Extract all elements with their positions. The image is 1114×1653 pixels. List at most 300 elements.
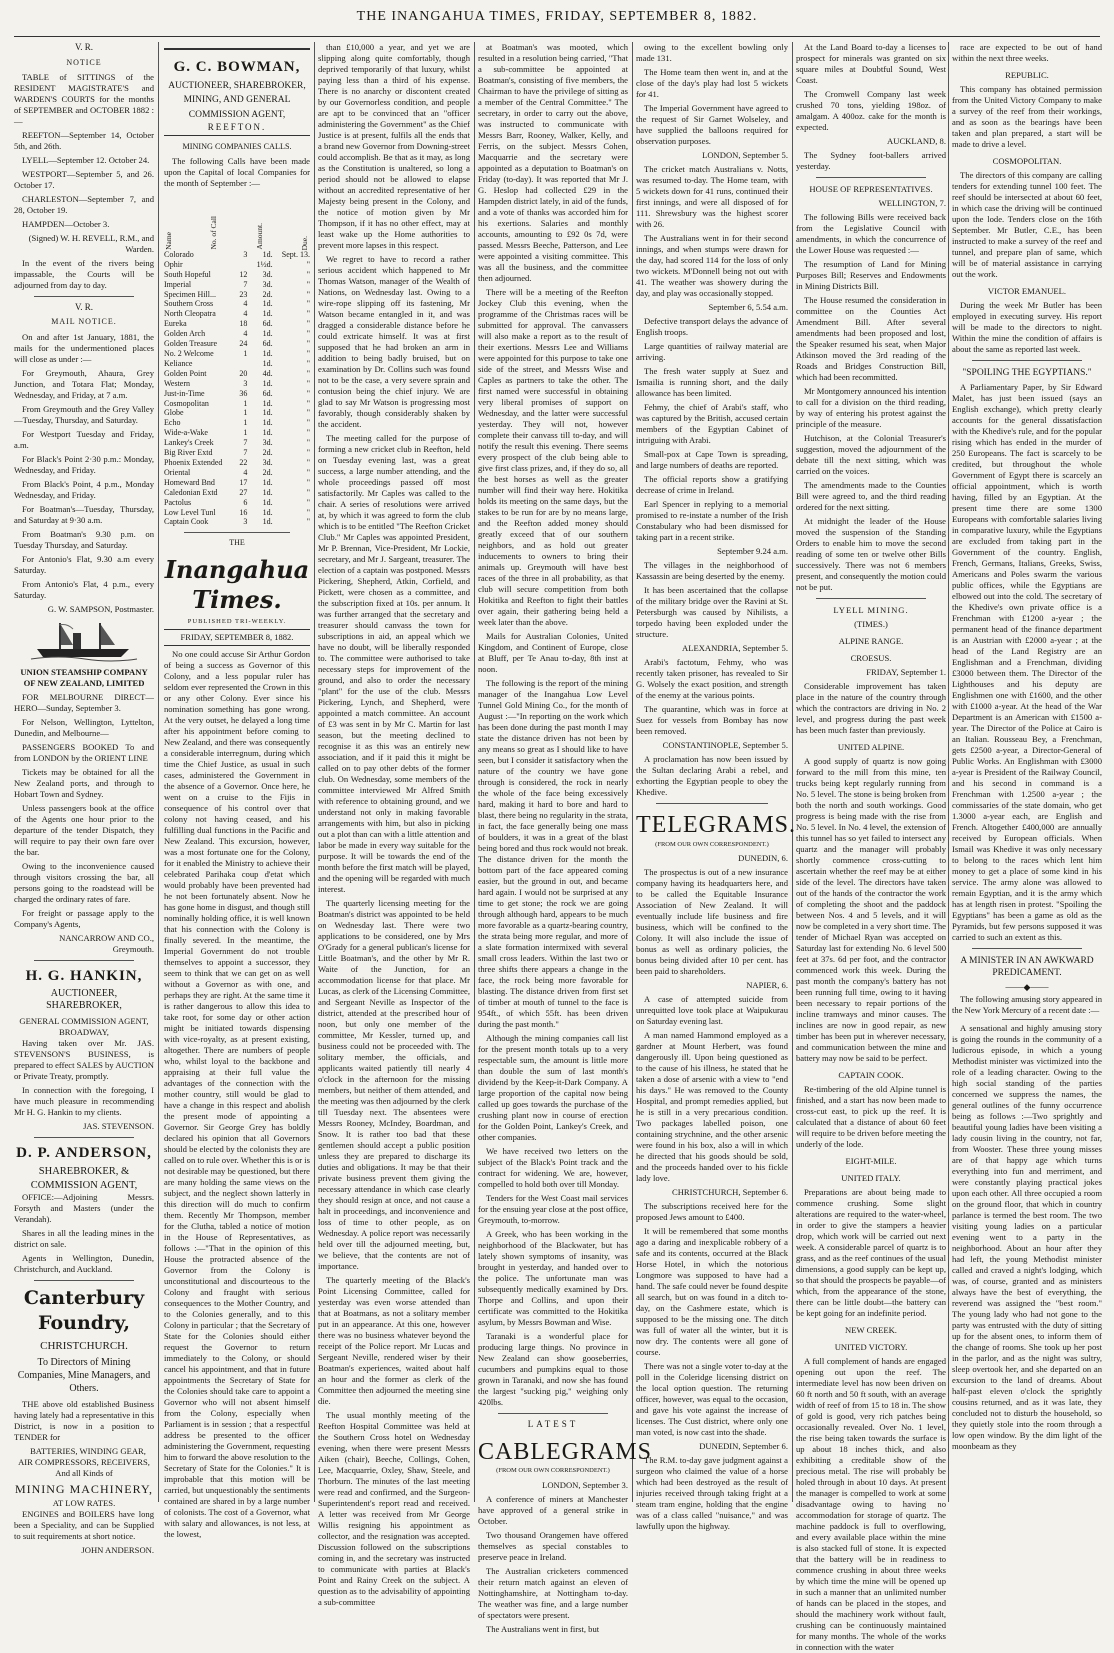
captain-cook-heading: CAPTAIN COOK. [838, 1070, 904, 1080]
mail-paragraph: On and after 1st January, 1881, the mails for the undermentioned places will close as under :— [14, 331, 154, 364]
calls-cell: 4d. [262, 368, 273, 378]
sittings-list [14, 130, 154, 230]
house-paragraph: The House resumed the consideration in committee on the Counties Act Amendment Bill. After several amendments had been proposed and lost, the Speaker resumed his seat, when Major Atkinson moved the 3rd reading of the Roads and Bridges Construction Bill, which had been recommitted. [796, 295, 946, 382]
cable-paragraph: Large quantities of railway material are arriving. [636, 341, 788, 362]
hankin-heading: H. G. HANKIN, [25, 967, 143, 984]
calls-cell: Eureka [164, 319, 187, 329]
calls-cell: Echo [164, 418, 181, 428]
victor-emanuel-body: During the week Mr Butler has been employed in executing survey. His report will be made to the directors to night. Within the mine the condition of affairs is about the same as reported last week. [952, 300, 1102, 354]
captain-cook-body: Re-timbering of the old Alpine tunnel is finished, and a start has now been made to cross-cut east, to pick up the reef. It is calculated that a distance of about 60 feet will require to be driven before meeting the underly of the lode. [796, 1084, 946, 1149]
united-alpine-heading: UNITED ALPINE. [837, 742, 905, 752]
calls-cell: 27 [239, 487, 248, 497]
usc-paragraph: Tickets may be obtained for all the New Zealand ports, and through to Hobart Town and Sydney. [14, 766, 154, 799]
calls-row [164, 309, 310, 319]
bowman-town: REEFTON. [207, 121, 267, 132]
calls-cell: Wide-a-Wake [164, 428, 208, 438]
cable-paragraph: The Australians went in for their second innings, and when stumps were drawn for the day, had scored 114 for the loss of only two wickets. M'Donnell being not out with 41. The weather was showery during the day, and play was occasionally stopped. [636, 233, 788, 298]
column-rule [948, 42, 949, 1502]
calls-cell: 23 [239, 289, 248, 299]
calls-cell: 1d. [262, 309, 273, 319]
rivers-note: In the event of the rivers being impassable, the Courts will be adjourned from day to day. [14, 257, 154, 290]
cable-paragraph: CONSTANTINOPLE, September 5. [662, 740, 788, 750]
calls-cell: Golden Point [164, 368, 207, 378]
calls-cell: 1d. [262, 507, 273, 517]
calls-row [164, 250, 310, 260]
calls-cell: 7 [243, 438, 248, 448]
calls-cell: 2d. [262, 467, 273, 477]
cable-paragraph: Arabi's factotum, Fehmy, who was recently taken prisoner, has revealed to Sir G. Wolsely the exact position, and strength of the enemy at the various points. [636, 657, 788, 700]
news-paragraph: A Greek, who has been working in the neighborhood of the Blackwater, but has lately shown symptoms of insanity, was brought in yesterday, and handed over to the police. The unfortunate man was subsequently medically examined by Drs. Thorpe and Collins, and upon their certificate was committed to the Hokitika asylum, by Messrs Bowman and Wise. [478, 1229, 628, 1327]
calls-cell: 20 [239, 368, 248, 378]
calls-cell: Captain Cook [164, 517, 209, 527]
calls-column-header: No. of Call [209, 216, 219, 250]
calls-column-header: Name [164, 232, 173, 250]
ornamental-rule: ——◆—— [1005, 982, 1049, 993]
calls-row [164, 458, 310, 468]
divider [184, 532, 290, 533]
calls-cell: " [306, 408, 310, 418]
column-rule [632, 42, 633, 1502]
calls-cell: Sept. 13. [281, 249, 310, 259]
cable-paragraph: September 6, 5.54 a.m. [708, 302, 788, 312]
cable-paragraph: The Imperial Government have agreed to the request of Sir Garnet Wolseley, and have supplied the balloons required for observation purposes. [636, 103, 788, 146]
nameplate-the: THE [229, 538, 245, 548]
calls-cell: 1 [243, 418, 248, 428]
news-paragraph: The meeting called for the purpose of forming a new cricket club in Reefton, held on Tuesday evening last, was a great success, a large number attending, and the whole proceedings passed off most satisfactorily. Mr Caples was called to the chair. A series of resolutions were arrived at, by which it was agreed to form the club which is to be entitled "The Reefton Cricket Club." Mr Caples was appointed President, Mr P. Brennan, Vice-President, Mr Lockie, secretary, and Mr J. Sargeant, treasurer. The election of a captain was postponed. Messrs Pickering, Shepherd, Atkin, Corfield, and Pickett, were chosen as a committee, and the subscription fixed at 10s. per annum. It was further arranged that the secretary and treasurer should canvass the town for subscriptions in aid, an appeal which we have no doubt, will be liberally responded to. The committee were authorised to take necessary steps for improvement of the ground, and also to order the necessary "plant" for the use of the club. Messrs Pickering, Lynch, and Shepherd, were appointed a match committee. An account of £3 was sent in by Mr C. Martin for last season, but the meeting declined to recognise it as this was an entirely new association, and if it paid this it might be called on to pay other debts of the former club. On Wednesday, some members of the committee interviewed Mr Alfred Smith with reference to obtaining ground, and we understand not only in making favorable arrangements with him, but also in picking out a plot than can with a little attention and labor be made in every way suitable for the purpose. It will be towards the end of the month before the first match will be played, and the opening will be regarded with much interest. [318, 433, 470, 894]
calls-cell: Homeward Bnd [164, 477, 215, 487]
calls-row [164, 319, 310, 329]
news-paragraph: Taranaki is a wonderful place for producing large things. No province in New Zealand can show gooseberries, cucumbers and pumpkins equal to those grown in Taranaki, and now she has found the largest "sucking pig," weighing only 420lbs. [478, 1331, 628, 1407]
calls-cell: Golden Treasure [164, 339, 218, 349]
telegram-paragraph: The prospectus is out of a new insurance company having its headquarters here, and to be called the Equitable Insurance Association of New Zealand. It will eventually include life business and fire business, which will be confined to the Colony. It will also include the issue of bonus as well as ordinary policies, the bonus being divided after 10 per cent. has been paid to shareholders. [636, 867, 788, 977]
cablegrams-heading: CABLEGRAMS [478, 1438, 653, 1465]
editorial: No one could accuse Sir Arthur Gordon of being a success as Governor of this Colony, and a less popular ruler has seldom ever represented the Crown in this or any other Colony. Ever since his nomination something has gone wrong. At the very outset, he delayed a long time after his appointment before coming to New Zealand, and there was consequently a considerable interregnum, during which time the Chief Justice, as usual in such cases, administered the Government in the absence of a Governor. Once here, he went on a cruise to the Fijis in consequence of his control over that colony not having ceased, and his fulfilling dual functions in the Pacific and New Zealand. This excursion, however, was a most fortunate one for the Colony, for it enabled the Ministry to achieve their celebrated Parihaka coup d'etat which would probably have been prevented had he not been fortunately absent. Now he has gone home in disgust, and though still nominally holding office, it is well known that his connection with the Colony is finally severed. In the meantime, the Imperial Government do not trouble themselves to appoint a successor, they seem to think that we can get on as well without a Governor as with one, and perhaps they are right. At the same time it is rather dangerous to allow this idea to take root, for some day or other action might be initiated towards dispensing with vice-royalty, as at present existing, altogether. There are numbers of people who, whilst loyal to the backbone and appraising at their full value the advantages of the connection with the mother country, still would be glad to have a change in this respect and abolish the present mode of appointing a Governor. Sir George Grey has boldly declared his opinion that all Governors should be elected by the colonists they are called on to rule over. Whether this is or is not desirable may be questioned, but there are many holding the same views on the subject, and the neglect shown latterly in this direction will do much to confirm them. Recently Mr Thompson, member for the Clutha, tabled a notice of motion in the House of Representatives, as follows :—"That in the opinion of this House the protracted absence of the Governor from the Colony is unconstitutional and discourteous to the Colony and fraught with serious consequences to the Mother Country, and to the Colonies generally, and to this Colony in particular ; that the Secretary of State for the Colonies should either request the Governor to return immediately to the Colony, or should cancel his appointment, and that in future appointments the Secretary of State for the Colonies should take care to appoint a Governor who will not absent himself from the Colony, especially when Parliament is in session ; that a respectful address be presented to the officer administering the Government, requesting him to forward the above resolution to the Secretary of State for the Colonies." It is improbable that this motion will be carried, but unquestionably the sentiments contained are shared in by a large number of colonists. The cost of a Governor, what with salary and allowances, is not less, at the lowest, [164, 649, 310, 1540]
alpine-heading: ALPINE RANGE. [838, 636, 904, 646]
calls-cell: 3d. [262, 279, 273, 289]
notice-heading: NOTICE [66, 57, 102, 67]
calls-cell: 2d. [262, 448, 273, 458]
calls-cell: Colorado [164, 249, 194, 259]
calls-row [164, 359, 310, 369]
calls-cell: 1d. [262, 487, 273, 497]
calls-cell: 4 [243, 329, 248, 339]
cable-paragraph: ALEXANDRIA, September 5. [682, 643, 788, 653]
cable-paragraph: The Australians went in first, but [486, 1623, 600, 1634]
telegram-paragraph: The subscriptions received here for the proposed Jews amount to £400. [636, 1201, 788, 1223]
united-victory-heading: UNITED VICTORY. [834, 1342, 908, 1352]
calls-cell: Imperial [164, 279, 192, 289]
column-7-intro: race are expected to be out of hand within the next three weeks. [952, 42, 1102, 63]
calls-cell: " [306, 319, 310, 329]
hankin-body: Having taken over Mr. JAS. STEVENSON'S BUSINESS, is prepared to effect SALES by AUCTION or Private Treaty, promptly. [14, 1038, 154, 1082]
calls-row [164, 399, 310, 409]
cosmopolitan-heading: COSMOPOLITAN. [992, 156, 1062, 166]
calls-cell: 1½d. [256, 259, 273, 269]
calls-cell: " [306, 368, 310, 378]
divider [34, 296, 134, 297]
telegram-paragraph: DUNEDIN, 6. [738, 853, 788, 864]
calls-cell: " [306, 339, 310, 349]
calls-cell: 4 [243, 299, 248, 309]
calls-cell: No. 2 Welcome [164, 349, 214, 359]
foundry-engines: ENGINES and BOILERS have long been a Speciality, and can be Supplied to suit requirements at short notice. [14, 1508, 154, 1541]
mail-paragraph: For Boatman's—Tuesday, Thursday, and Saturday at 9·30 a.m. [14, 503, 154, 525]
house-paragraph: At midnight the leader of the House moved the suspension of the Standing Orders to enable him to move the second reading of some ten or twelve other Bills successively. There was not 6 members present, and consequently the motion could not be put. [796, 516, 946, 592]
spoiling-body: A Parliamentary Paper, by Sir Edward Malet, has just been issued (says an English exchange), which pretty clearly accounts for the general dissatisfaction with the Khedive's rule, and for the popular rising which has ended in the murder of 250 Europeans. The fact is scarcely to be credited, but throughout the whole Government of Egypt there is scarcely an official appointment, which is worth having, filled by an Egyptian. At the present time there are some 1300 Europeans with comfortable salaries living in comparative luxury, while the Egyptians are excluded from taking part in the Government of the country. English, French, Germans, Italians, Greeks, Swiss, Americans and Poles swarm the various public offices, while the Egyptians are elbowed out into the cold. The secretary of the Khedive's own private office is a Frenchman with £1200 a-year ; the permanent head of the finance department is an Austrian with £2000 a-year ; at the head of the Land Registry are an Englishman and a Frenchman, dividing £3000 between them. The Director of the Lighthouses and his deputy are Englishmen one with £1600, and the other with £1000 a-year. At the head of the War Department is an American with £1500 a-year. The Director of the Police at Cairo is an Italian. Rousseau Bey, a Frenchman, gets £2500 a-year, a Director-General of Public Works. An Englishman with £3000 a-year is President of the Railway Council, and his second in command is a Frenchman with 1.2500 a-year ; the commissaries of the state domain, who get 1.3000 a-year each, are English and French. Altogether £400,000 are annually received by European officials. When Ismail was Khedive it was only necessary to belong to the races which lent him money to get a place of some kind in his service. The army alone was allowed to remain Egyptian, and it is the army which has at length risen in protest. "Spoiling the Egyptians" has been a game as old as the Pyramids, but few persons supposed it was carried to such an extent as this. [952, 382, 1102, 943]
mail-paragraph: From Antonio's Flat, 4 p.m., every Saturday. [14, 578, 154, 600]
cable-paragraph: owing to the excellent bowling only made 131. [636, 42, 788, 63]
calls-cell: " [306, 457, 310, 467]
anderson-shares: Shares in all the leading mines in the district on sale. [14, 1228, 154, 1250]
calls-cell: Southern Cross [164, 299, 214, 309]
united-victory-body: A full complement of hands are engaged opening out upon the reef. The intermediate level has now been driven on 60 ft north and 50 ft south, with an average width of reef of from 15 to 18 in. The show of gold is good, very rich patches being occasionally revealed. Over No. 1 level, the rise being taken towards the surface is up about 18 inches thick, and also exhibiting a creditable show of the precious metal. The rise will probably be holed through in about 10 days. At present the manager is compelled to work at some disadvantage owing to having no accommodation for storage of quartz. The machine paddock is full to overflowing, and every available place within the mine is also stacked full of stone. It is expected that the battery will be in readiness to commence crushing in about three weeks by which time the mine will be opened up in such a manner that an unlimited number of hands can be placed in the stopes, and should the machinery work without fault, crushing can be continuously maintained for many months. The whole of the works in connection with the water [796, 1356, 946, 1652]
telegram-paragraph: It will be remembered that some months ago a daring and inexplicable robbery of a safe and its contents, occurred at the Black Horse Hotel, in which the notorious Longmore was supposed to have had a hand. The safe could never be found despite all search, but on was found in a ditch to-day, on the Cashmere estate, which is supposed to be the missing one. The ditch was full of water all the winter, but it is now dry. The contents were all gone of course. [636, 1226, 788, 1358]
mail-signature: G. W. SAMPSON, Postmaster. [47, 603, 154, 614]
published-line: PUBLISHED TRI-WEEKLY. [187, 618, 287, 625]
calls-cell: " [306, 428, 310, 438]
calls-cell: 6d. [262, 319, 273, 329]
calls-row [164, 290, 310, 300]
calls-cell: South Hopeful [164, 269, 211, 279]
calls-cell: 4 [243, 309, 248, 319]
calls-heading: MINING COMPANIES CALLS. [182, 142, 292, 152]
usc-paragraph: Unless passengers book at the office of the Agents one hour prior to the departure of the tender Dispatch, they will require to pay their own fare over the bar. [14, 802, 154, 857]
calls-row [164, 498, 310, 508]
calls-cell: 24 [239, 339, 248, 349]
calls-cell: 1d. [262, 398, 273, 408]
calls-cell: " [306, 398, 310, 408]
column-rule [158, 42, 159, 1502]
telegram-paragraph: The Sydney foot-ballers arrived yesterday. [796, 150, 946, 171]
column-4-body [478, 42, 628, 1408]
calls-cell: 7 [243, 448, 248, 458]
calls-cell: 17 [239, 477, 248, 487]
calls-cell: Oriental [164, 467, 191, 477]
united-italy-heading: UNITED ITALY. [841, 1173, 901, 1183]
calls-cell: 6d. [262, 388, 273, 398]
divider [816, 598, 926, 599]
telegrams-subheading: (FROM OUR OWN CORRESPONDENT.) [655, 840, 769, 848]
calls-cell: Pactolus [164, 497, 192, 507]
calls-cell: 1 [243, 349, 248, 359]
news-paragraph: The quarterly meeting of the Black's Point Licensing Committee, called for yesterday was even worse attended than that at Boatmans, as not a solitary member put in an appearance. At this one, however there was no business whatever beyond the receipt of the Police report. Mr Lucas and Sergeant Neville, rendered wiser by their Boatman's experiences, waited about half an hour and the former as clerk of the Committee then adjourned the meeting sine die. [318, 1275, 470, 1406]
calls-cell: Western [164, 378, 191, 388]
calls-cell: " [306, 497, 310, 507]
house-paragraph: The resumption of Land for Mining Purposes Bill; Reserves and Endowments in Mining Districts Bill. [796, 259, 946, 291]
calls-cell: 1 [243, 408, 248, 418]
calls-row [164, 478, 310, 488]
divider [498, 1413, 608, 1414]
sitting-entry: LYELL—September 12. October 24. [22, 154, 150, 165]
house-paragraph: WELLINGTON, 7. [878, 198, 946, 208]
calls-cell: 16 [239, 507, 248, 517]
calls-row [164, 438, 310, 448]
calls-cell: 7 [243, 279, 248, 289]
vr-heading: V. R. [74, 301, 94, 312]
calls-cell: 1d. [262, 497, 273, 507]
news-paragraph: There will be a meeting of the Reefton Jockey Club this evening, when the programme of the Christmas races will be submitted for approval. The canvassers will also make a report as to the result of their exertions. Messrs Lee and Williams were appointed for this purpose to take one side of the street, and Messrs Wise and Caples as partners to take the other. The first named were successful in obtaining very liberal promises of support on Wednesday, and the latter were successful yesterday. They will not, however complete their canvass till to-day, and will notify the result this evening. There seems every prospect of the club being able to give first class prizes, and, if they do so, all the best horses as well as the greater number will find their way here. Hokitika holds its meeting on the same days, but the stakes to be run for are by no means large, and the Reefton added money should greatly exceed that of our southern neighbors, and as hold out greater inducements to owners to bring their animals up. Greymouth will have best races of the three in all probability, as that club will secure competition from both Hokitika and Reefton to fight their battles over again, their gathering being held a week later than the above. [478, 287, 628, 627]
cablegrams-latest: LATEST [527, 1419, 579, 1429]
divider [816, 177, 926, 178]
telegrams-body [636, 853, 788, 1532]
cable-paragraph: The fresh water supply at Suez and Ismailia is running short, and the daily allowance has been limited. [636, 366, 788, 398]
croesus-paragraph: Considerable improvement has taken place in the nature of the country through which the contractors are driving in No. 2 level, and progress during the past week has been much faster than previously. [796, 681, 946, 735]
telegram-paragraph: At the Land Board to-day a licenses to prospect for minerals was granted on six square miles at Doubtful Sound, West Coast. [796, 42, 946, 85]
calls-intro: The following Calls have been made upon the Capital of local Companies for the month of September :— [164, 155, 310, 188]
calls-cell: 6d. [262, 339, 273, 349]
cable-paragraph: Defective transport delays the advance of English troops. [636, 316, 788, 337]
calls-cell: " [306, 299, 310, 309]
column-5-intro [636, 42, 788, 798]
column-6 [796, 42, 946, 1652]
news-paragraph: Although the mining companies call list for the present month totals up to a very respectable sum, the amount is little more than double the sum of last month's dividend by the Keep-it-Dark Company. A large proportion of the capital now being called up goes towards the purchase of the crushing plant now in course of erection for the Golden Point, Lankey's Creek, and other companies. [478, 1033, 628, 1142]
foundry-machinery: MINING MACHINERY, [14, 1482, 154, 1497]
cable-paragraph: Earl Spencer in replying to a memorial promised to re-instate a number of the Irish Constabulary who had been dismissed for taking part in a recent strike. [636, 499, 788, 542]
republic-body: This company has obtained permission from the United Victory Company to make a survey of the reef from their workings, and as soon as the bearings have been taken and plan prepared, a start will be made to drive a level. [952, 84, 1102, 149]
cablegrams-subheading: (FROM OUR OWN CORRESPONDENT.) [496, 1467, 610, 1475]
masthead: THE INANGAHUA TIMES, FRIDAY, SEPTEMBER 8, 1882. [356, 9, 758, 24]
telegram-paragraph: AUCKLAND, 8. [887, 136, 946, 146]
calls-row [164, 349, 310, 359]
news-paragraph: Tenders for the West Coast mail services for the ensuing year close at the post office, Greymouth, to-morrow. [478, 1193, 628, 1225]
column-7 [952, 42, 1102, 1502]
telegrams-heading: TELEGRAMS. [636, 812, 796, 838]
lyell-heading: LYELL MINING. [833, 605, 909, 615]
cable-dateline: LONDON, September 3. [542, 1479, 628, 1490]
sitting-entry: REEFTON—September 14, October 5th, and 26th. [14, 129, 154, 151]
calls-cell: 1d. [262, 477, 273, 487]
new-creek-heading: NEW CREEK. [845, 1325, 897, 1335]
news-paragraph: The following is the report of the mining manager of the Inangahua Low Level Tunnel Gold Mining Co., for the month of August :—"In reporting on the work which has been done during the past month I may state the distance driven has not been by any means so great as I should like to have seen, but I consider it satisfactory when the nature of the country we have gone through is considered, the rock in nearly the whole of the face being excessively hard, making it hard to bore and hard to blast, there being no regularity in the strata, in fact, the face generally being one mass of boulders, it was in a great of the blast being bored and thus rock would not break. The distance driven for the month the bottom part of the face appeared coming easier, but the ground in out, and became hard again. I would not be surprised at any time to get stone; the rock we are going through although hard, appears to be much more favorable as a quartz-bearing country, the strata being more regular, and more of a slate formation intermixed with several small cross leaders. Within the last two or three shifts there appears a change in the face, the rock being more favorable for blasting. The distance driven from first set of timber at mouth of tunnel to the face is 954ft., of which 55ft. has been driven during the past month." [478, 678, 628, 1029]
calls-cell: 3 [243, 249, 248, 259]
calls-cell: Specimen Hill... [164, 289, 216, 299]
calls-cell: 36 [239, 388, 248, 398]
column-3 [318, 42, 471, 1607]
divider [1002, 1019, 1052, 1020]
news-paragraph: than £10,000 a year, and yet we are slipping along quite comfortably, though deprived temporarily of that luxury, whilst paying less than a third of his expense. There is no anarchy or discontent created by our Governorless condition, and people are apt to be convinced that an "officer administering the Government" as the Chief Justice is at present, fulfils all the ends that a brand new Governor from Downing-street could accomplish. Be that as it may, as long as the Constitution is unaltered, so long a period should not be allowed to elapse without an accredited representative of her Majesty being present in the Colony, and the notice of motion given by Mr Thompson, if it has no other effect, may at least wake up the Home authorities to prevent more lapses in this respect. [318, 42, 470, 250]
calls-row [164, 280, 310, 290]
victor-emanuel-heading: VICTOR EMANUEL. [987, 286, 1067, 296]
divider [34, 1137, 134, 1138]
foundry-to: To Directors of Mining Companies, Mine Managers, and Others. [17, 1357, 151, 1394]
sitting-entry: WESTPORT—September 5, and 26. October 17. [14, 168, 154, 190]
calls-column-header: Due. [300, 235, 310, 250]
news-paragraph: at Boatman's was mooted, which resulted in a resolution being carried, "That a sub-committee be appointed at Boatman's, consisting of five members, the Chairman to have the privilege of sitting as a member of the Central Committee." The secretary, in order to carry out the above, was instructed to communicate with Messrs Barr, Rooney, Walker, Kelly, and Ferris, on the subject. Messrs Cohen, Macquarrie and the secretary were appointed as a deputation to Boatman's on Friday (to-day). It was reported that Mr J. G. Heslop had collected £29 in the Hampden district lately, in aid of the funds, and a vote of thanks was accorded him for his exertions. Salaries and monthly accounts, amounting to £92 0s 7d, were passed. Messrs Beeche, Patterson, and Lee were appointed a visiting committee. This was all the business, and the committee then adjourned. [478, 42, 628, 283]
calls-cell: 2d. [262, 289, 273, 299]
bowman-advert [164, 48, 310, 136]
usc-paragraph: For freight or passage apply to the Company's Agents, [14, 907, 154, 929]
notice-body: TABLE of SITTINGS of the RESIDENT MAGISTRATE'S and WARDEN'S COURTS for the months of SEPTEMBER and OCTOBER 1882 :— [14, 71, 154, 126]
calls-cell: " [306, 358, 310, 368]
calls-row [164, 508, 310, 518]
telegram-paragraph: NAPIER, 6. [746, 980, 788, 991]
mail-paragraph: From Black's Point, 4 p.m., Monday Wednesday, and Friday. [14, 478, 154, 500]
calls-cell: 1d. [262, 299, 273, 309]
foundry-low-rates: AT LOW RATES. [52, 1497, 116, 1508]
foundry-items: BATTERIES, WINDING GEAR, AIR COMPRESSORS, RECEIVERS, And all Kinds of [18, 1446, 150, 1479]
column-2 [164, 42, 310, 1540]
calls-cell: 3 [243, 378, 248, 388]
calls-column-header: Amount. [254, 223, 264, 250]
divider [34, 960, 134, 961]
calls-cell: Golden Arch [164, 329, 206, 339]
telegram-paragraph: The Cromwell Company last week crushed 70 tons, yielding 198oz. of amalgam. A 400oz. cake for the month is expected. [796, 89, 946, 132]
calls-cell: Phoenix Extended [164, 457, 223, 467]
calls-cell: 1d. [262, 517, 273, 527]
vr-heading: V. R. [74, 42, 94, 52]
republic-heading: REPUBLIC. [1005, 70, 1049, 80]
calls-cell: 1d. [262, 249, 273, 259]
calls-cell: 12 [239, 269, 248, 279]
calls-cell: 1d. [262, 378, 273, 388]
calls-row [164, 329, 310, 339]
house-paragraph: Mr Montgomery announced his intention to call for a division on the third reading, by way of entering his protest against the principle of the measure. [796, 386, 946, 429]
cable-paragraph: The Australian cricketers commenced their return match against an eleven of Nottinghamshire, at Nottingham to-day. The weather was fine, and a large number of spectators were present. [478, 1565, 628, 1620]
spoiling-heading: "SPOILING THE EGYPTIANS." [962, 368, 1092, 378]
telegram-paragraph: A man named Hammond employed as a gardner at Mount Herbert, was found dangerously ill. Upon being questioned as to the cause of his illness, he stated that he taken a dose of arsenic with a view to "end his days." He was removed to the County Hospital, and prompt remedies applied, but he is still in a very precarious condition. Two packages labelled poison, one containing strychnine, and the other arsenic were found in his box, also a will in which he directed that his goods should be sold, and the proceeds handed over to his fickle lady love. [636, 1030, 788, 1184]
minister-heading: A MINISTER IN AN AWKWARD PREDICAMENT. [960, 956, 1094, 979]
calls-cell: Cosmopolitan [164, 398, 209, 408]
column-rule [474, 42, 475, 1502]
calls-cell: " [306, 289, 310, 299]
column-6-intro [796, 42, 946, 172]
cable-paragraph: Fehmy, the chief of Arabi's staff, who was captured by the British, accused certain members of the Egyptian Cabinet of intriguing with Arabi. [636, 402, 788, 445]
calls-cell: " [306, 388, 310, 398]
calls-cell [229, 359, 247, 369]
mail-paragraph: For Black's Point 2·30 p.m.: Monday, Wednesday, and Friday. [14, 453, 154, 475]
calls-cell: " [306, 269, 310, 279]
calls-header [164, 192, 310, 250]
usc-paragraph: PASSENGERS BOOKED To and from LONDON by the ORIENT LINE [14, 741, 154, 763]
calls-row [164, 468, 310, 478]
news-paragraph: We regret to have to record a rather serious accident which happened to Mr Thomas Watson, manager of the Wealth of Nations, on Wednesday last. Owing to a wire-rope slipping off its fastening, Mr Watson became entangled in it, and was dragged a considerable distance before he could extricate himself. It was at first supposed that he had broken an arm in addition to being badly bruised, but on examination by Dr. Collins such was found not to be the case, a very severe sprain and contusion being the chief injury. We are glad to say Mr Watson is progressing most favorably, though considerably shaken by the accident. [318, 254, 470, 429]
sitting-entry: HAMPDEN—October 3. [22, 218, 110, 229]
calls-row [164, 517, 310, 527]
calls-cell: " [306, 279, 310, 289]
foundry-body: THE above old established Business having lately had a representative in this District, is now in a position to TENDER for [14, 1399, 154, 1443]
usc-paragraph: FOR MELBOURNE DIRECT— HERO—Sunday, September 3. [14, 691, 154, 713]
eight-mile-heading: EIGHT-MILE. [845, 1156, 897, 1166]
dateline: FRIDAY, SEPTEMBER 8, 1882. [164, 629, 310, 646]
anderson-agents: Agents in Wellington, Dunedin, Christchurch, and Auckland. [14, 1253, 154, 1275]
calls-cell: 18 [239, 319, 248, 329]
foundry-city: CHRISTCHURCH. [40, 1339, 128, 1352]
house-paragraph: Hutchison, at the Colonial Treasurer's suggestion, moved the adjournment of the debate till the next sitting, which was carried on the voices. [796, 433, 946, 476]
usc-paragraph: For Nelson, Wellington, Lyttelton, Dunedin, and Melbourne— [14, 716, 154, 738]
telegram-paragraph: A case of attempted suicide from unrequitted love took place at Waipukurau on Saturday evening last. [636, 994, 788, 1027]
column-5 [636, 42, 796, 1532]
house-body [796, 198, 946, 593]
column-4 [478, 42, 653, 1634]
calls-cell: " [306, 477, 310, 487]
news-paragraph: The usual monthly meeting of the Reefton Hospital Committee was held at the Southern Cross hotel on Wednesday evening, when there were present Messrs Aiken (chair), Beeche, Collings, Cohen, Lee, Macquarrie, Oxley, Shaw, Steele, and Thorburn. The minutes of the last meeting were read and confirmed, and the Surgeon-Superintendent's report read and received. A letter was received from Mr George Willis resigning his appointment as collector, and the resignation was accepted. Discussion followed on the subscriptions coming in, and the secretary was instructed to communicate with parties at Black's Point and Rainy Creek on the subject. A question as to the advisability of appointing a sub-committee [318, 1410, 470, 1607]
telegram-paragraph: The R.M. to-day gave judgment against a surgeon who claimed the value of a horse which had been destroyed as the result of injuries received through taking fright at a steam tram engine, holding that the engine was of a class called "nuisance," and was lawfully upon the highway. [636, 1455, 788, 1532]
telegram-paragraph: There was not a single voter to-day at the poll in the Coleridge licensing district on the local option question. The returning officer, however, was equal to the occasion, and gave his vote against the increase of licenses. The Cust district, where only one man voted, is now cast into the shade. [636, 1361, 788, 1438]
calls-cell: North Cleopatra [164, 309, 216, 319]
cable-paragraph: The Home team then went in, and at the close of the day's play had lost 5 wickets for 41. [636, 67, 788, 99]
calls-cell: 1 [243, 428, 248, 438]
calls-row [164, 339, 310, 349]
calls-row [164, 270, 310, 280]
lyell-subheading: (TIMES.) [854, 619, 888, 629]
anderson-heading: D. P. ANDERSON, [16, 1145, 152, 1162]
calls-cell: Big River Extd [164, 448, 213, 458]
calls-cell: " [306, 418, 310, 428]
calls-cell: 3d. [262, 269, 273, 279]
house-paragraph: The following Bills were received back from the Legislative Council with amendments, in which the concurrence of the Lower House was requested :— [796, 212, 946, 255]
croesus-heading: CROESUS. [850, 653, 892, 663]
calls-cell: Just-in-Time [164, 388, 205, 398]
minister-intro: The following amusing story appeared in the New York Mercury of a recent date :— [952, 993, 1102, 1015]
bowman-subheading: AUCTIONEER, SHAREBROKER, MINING, AND GENERAL COMMISSION AGENT, [168, 81, 306, 120]
mail-notice-body [14, 332, 154, 601]
cable-paragraph: LONDON, September 5. [702, 150, 788, 160]
hankin-general: GENERAL COMMISSION AGENT, BROADWAY, [19, 1016, 149, 1038]
calls-cell: 1d. [262, 358, 273, 368]
calls-cell: " [306, 349, 310, 359]
calls-cell: Caledonian Extd [164, 487, 218, 497]
telegram-paragraph: CHRISTCHURCH, September 6. [671, 1187, 788, 1198]
mail-paragraph: For Antonio's Flat, 9.30 a.m every Saturday. [14, 553, 154, 575]
calls-cell: " [306, 329, 310, 339]
calls-row [164, 379, 310, 389]
mail-paragraph: For Greymouth, Ahaura, Grey Junction, and Totara Flat; Monday, Wednesday, and Friday, at 7 a.m. [14, 367, 154, 400]
sitting-entry: CHARLESTON—September 7, and 28, October 19. [14, 193, 154, 215]
cable-paragraph: Two thousand Orangemen have offered themselves as special constables to preserve peace in Ireland. [478, 1529, 628, 1562]
calls-row [164, 448, 310, 458]
hankin-signature: JAS. STEVENSON. [83, 1121, 154, 1132]
mail-paragraph: From Greymouth and the Grey Valley—Tuesday, Thursday, and Saturday. [14, 403, 154, 425]
calls-cell: " [306, 438, 310, 448]
calls-row [164, 389, 310, 399]
calls-cell: 1d. [262, 408, 273, 418]
calls-cell: " [306, 467, 310, 477]
column-1 [14, 42, 154, 1555]
calls-cell: 1d. [262, 428, 273, 438]
calls-cell: " [306, 487, 310, 497]
calls-cell: 1d. [262, 329, 273, 339]
usc-agents: NANCARROW AND CO., Greymouth. [59, 932, 154, 954]
house-heading: HOUSE OF REPRESENTATIVES. [809, 184, 933, 194]
steamship-engraving [29, 619, 139, 661]
hankin-connection: In connection with the foregoing, I have much pleasure in recommending Mr H. G. Hankin to my clients. [14, 1085, 154, 1118]
cable-paragraph: The official reports show a gratifying decrease of crime in Ireland. [636, 474, 788, 495]
telegram-paragraph: DUNEDIN, September 6. [699, 1441, 788, 1452]
divider [972, 948, 1082, 949]
usc-paragraph: Owing to the inconvenience caused through visitors crossing the bar, all persons going to the roadstead will be charged the ordinary rates of fare. [14, 860, 154, 904]
anderson-office: OFFICE:—Adjoining Messrs. Forsyth and Masters (under the Verandah). [14, 1192, 154, 1225]
cosmopolitan-body: The directors of this company are calling tenders for extending tunnel 100 feet. The reef should be intersected at about 60 feet, in which case the driving will be continued upon the lode. Tenders close on the 16th September. Mr Butler, C.E., has been instructed to make a survey of the reef and tunnel, and prepare plan of same, which will be of material assistance in carrying out the work. [952, 170, 1102, 279]
calls-cell: 3 [243, 517, 248, 527]
usc-body [14, 692, 154, 930]
news-paragraph: Mails for Australian Colonies, United Kingdom, and Continent of Europe, close at Bluff, per Te Anau to-day, 8th inst at noon. [478, 631, 628, 674]
foundry-heading: Canterbury Foundry, [23, 1287, 145, 1334]
calls-cell: " [306, 448, 310, 458]
masthead-rule [14, 36, 1100, 37]
calls-cell: 1d. [262, 349, 273, 359]
calls-cell: Ophir [164, 259, 183, 269]
divider [34, 1280, 134, 1281]
calls-cell: 1d. [262, 418, 273, 428]
cable-paragraph: The cricket match Australians v. Notts, was resumed to-day. The Home team, with 5 wickets down for 41 runs, continued their first innings, and were all disposed of for 111. Shrewsbury was the highest scorer with 26. [636, 164, 788, 229]
calls-row [164, 488, 310, 498]
mail-notice-heading: MAIL NOTICE. [51, 317, 117, 327]
calls-cell: Keliance [164, 358, 193, 368]
calls-cell: " [306, 517, 310, 527]
cable-paragraph: September 9.24 a.m. [717, 546, 788, 556]
calls-cell: Globe [164, 408, 184, 418]
calls-cell: Lankey's Creek [164, 438, 214, 448]
